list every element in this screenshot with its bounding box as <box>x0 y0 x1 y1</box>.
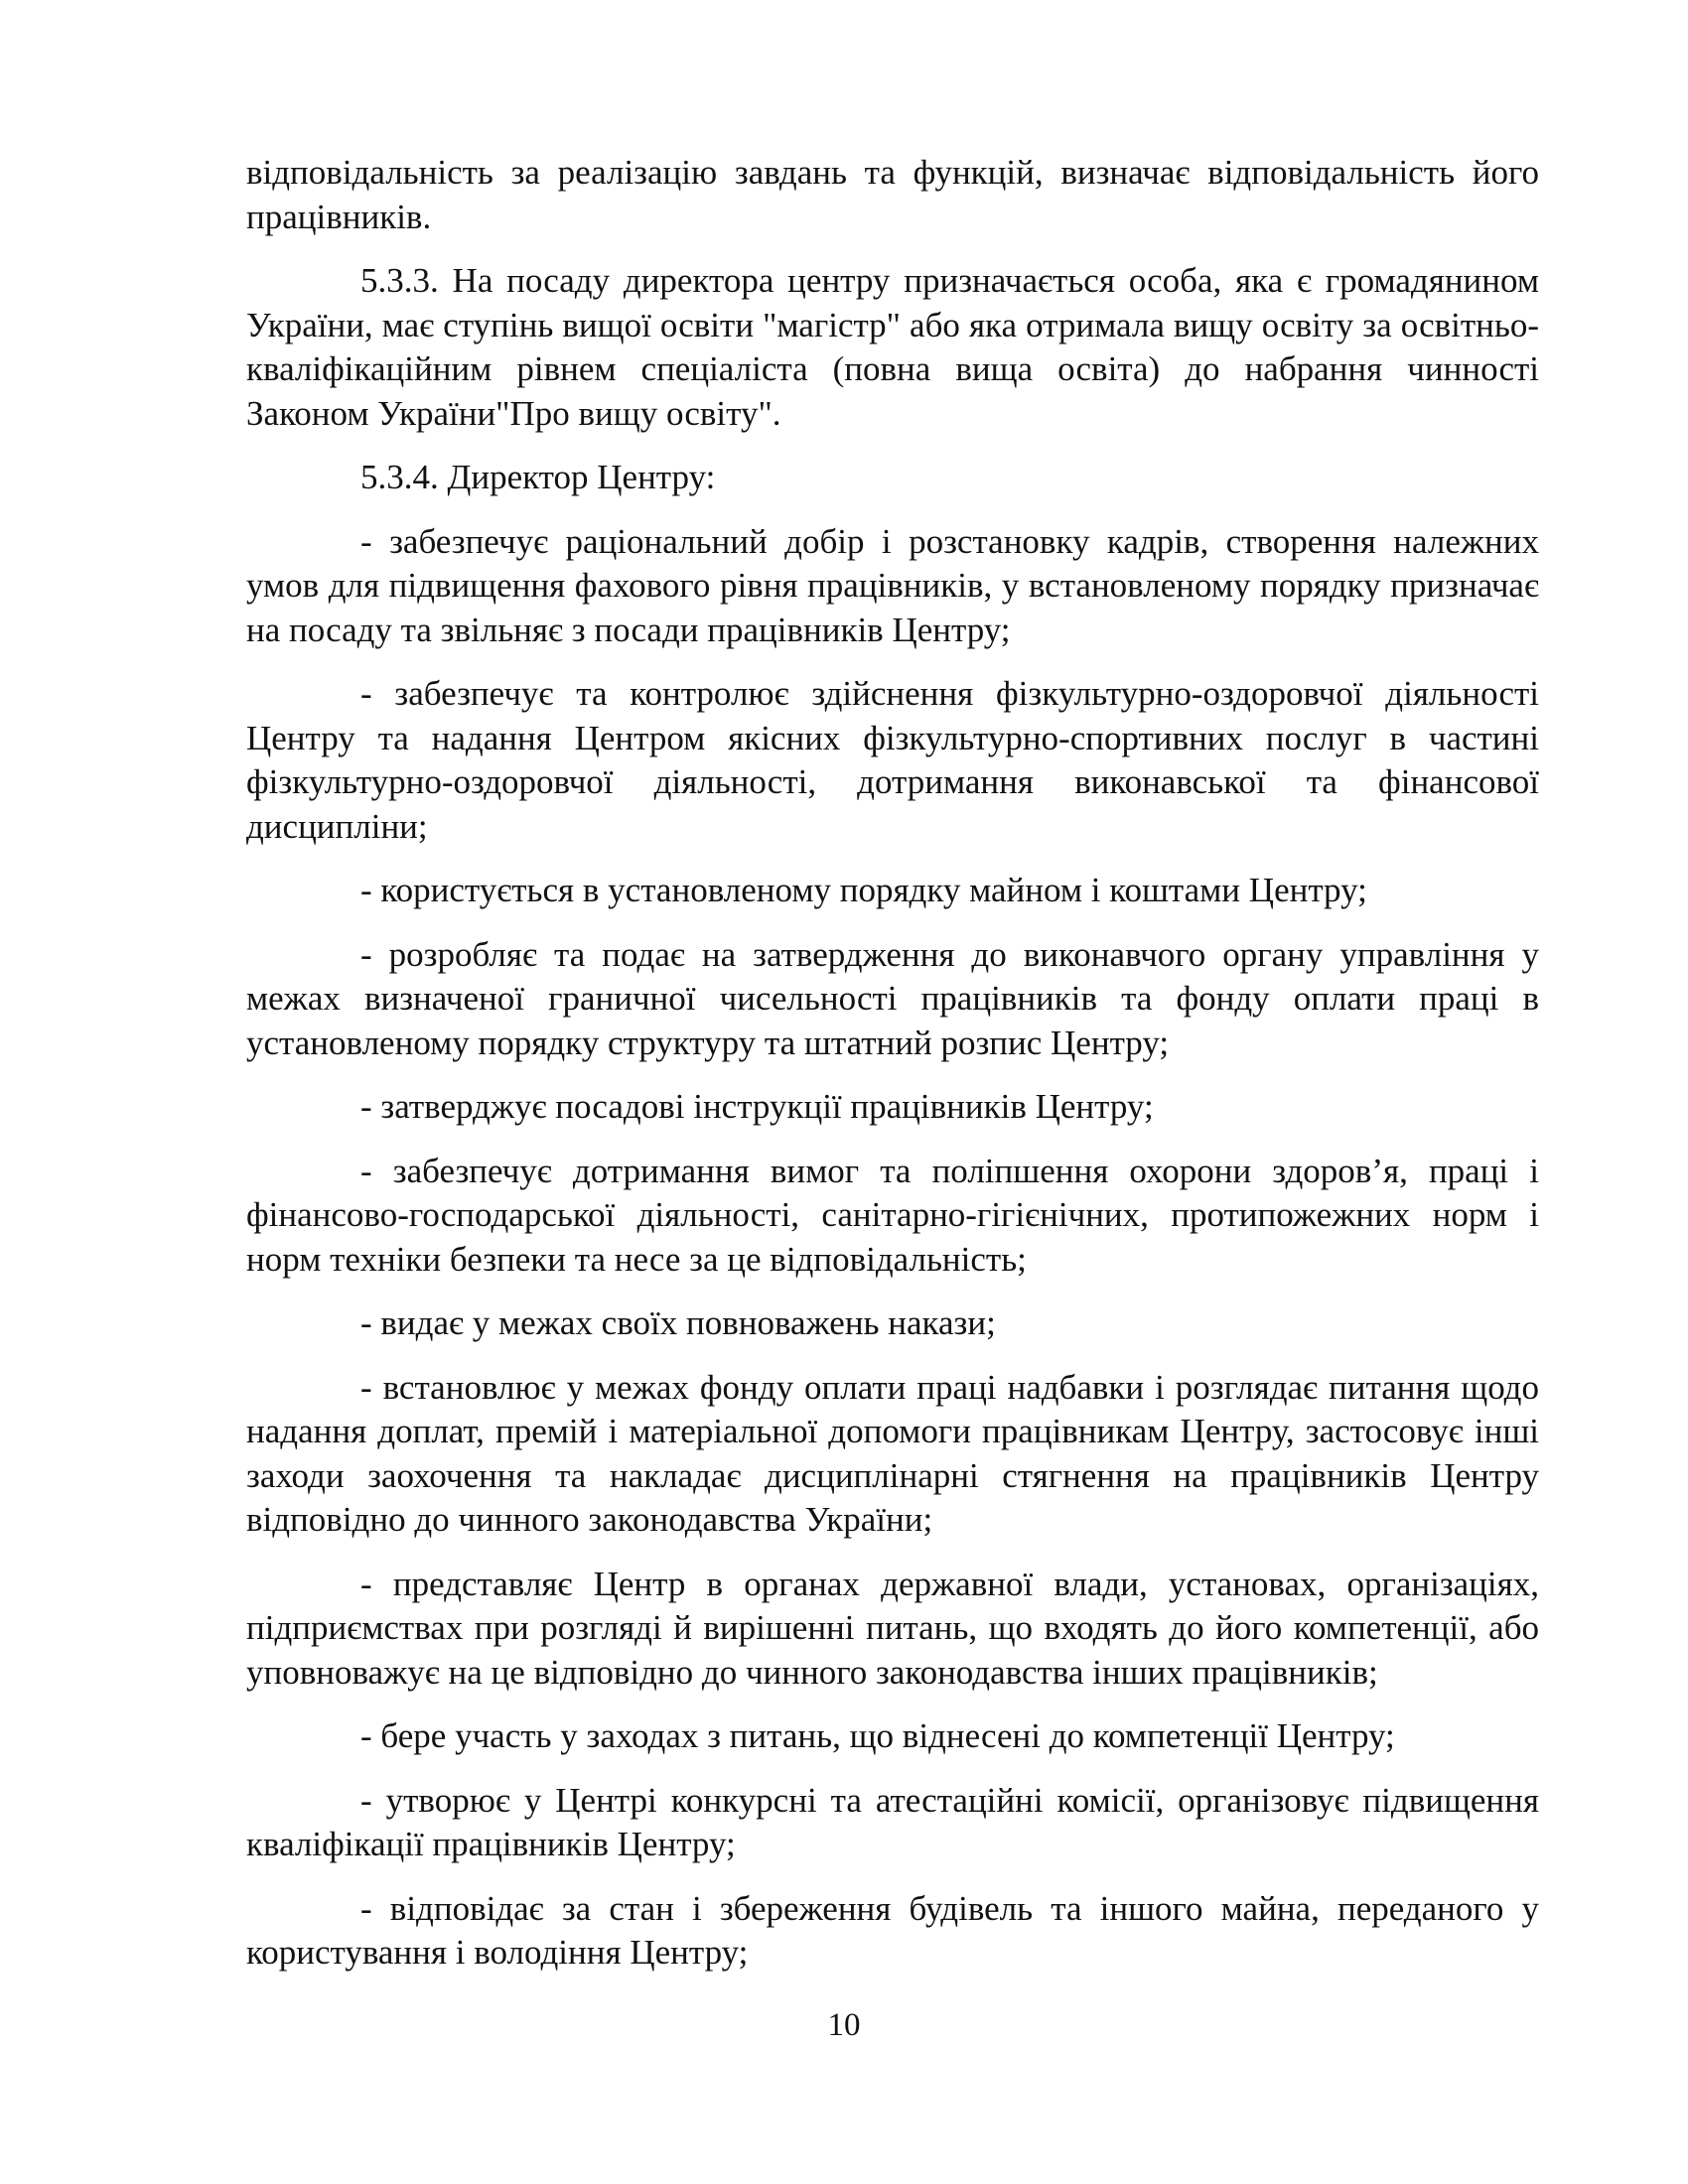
paragraph-5-3-3: 5.3.3. На посаду директора центру призначається особа, яка є громадянином України, має ступінь вищої освіти "магістр" або яка отримала вищу освіту за освітньо-кваліфікаційним рівнем спеціаліста (повна вища освіта) до набрання чинності Законом України"Про вищу освіту". <box>246 261 1539 433</box>
duty-item-representation: - представляє Центр в органах державної влади, установах, організаціях, підприємствах при розгляді й вирішенні питань, що входять до його компетенції, або уповноважує на це відповідно до чинного законодавства інших працівників; <box>246 1564 1539 1692</box>
duty-item-activity-control: - забезпечує та контролює здійснення фізкультурно-оздоровчої діяльності Центру та надання Центром якісних фізкультурно-спортивних послуг в частині фізкультурно-оздоровчої діяльності, дотримання виконавської та фінансової дисципліни; <box>246 674 1539 846</box>
duty-item-participation: - бере участь у заходах з питань, що віднесені до компетенції Центру; <box>360 1716 1395 1755</box>
paragraph-5-3-4-heading: 5.3.4. Директор Центру: <box>360 458 716 496</box>
duty-item-staffing: - забезпечує раціональний добір і розстановку кадрів, створення належних умов для підвищення фахового рівня працівників, у встановленому порядку призначає на посаду та звільняє з посади працівників Центру; <box>246 521 1539 649</box>
page-number: 10 <box>827 2007 861 2043</box>
duty-item-commissions: - утворює у Центрі конкурсні та атестаційні комісії, організовує підвищення кваліфікації працівників Центру; <box>246 1780 1539 1863</box>
duty-item-bonuses: - встановлює у межах фонду оплати праці надбавки і розглядає питання щодо надання доплат, премій і матеріальної допомоги працівникам Центру, застосовує інші заходи заохочення та накладає дисциплінарні стягнення на працівників Центру відповідно до чинного законодавства України; <box>246 1367 1539 1539</box>
duty-item-structure: - розробляє та подає на затвердження до виконавчого органу управління у межах визначеної граничної чисельності працівників та фонду оплати праці в установленому порядку структуру та штатний розпис Центру; <box>246 934 1539 1062</box>
paragraph-continuation: відповідальність за реалізацію завдань та функцій, визначає відповідальність його працівників. <box>246 153 1539 236</box>
duty-item-safety: - забезпечує дотримання вимог та поліпшення охорони здоров’я, праці і фінансово-господарської діяльності, санітарно-гігієнічних, протипожежних норм і норм техніки безпеки та несе за це відповідальність; <box>246 1151 1539 1279</box>
duty-item-buildings: - відповідає за стан і збереження будівель та іншого майна, переданого у користування і володіння Центру; <box>246 1888 1539 1972</box>
duty-item-job-instructions: - затверджує посадові інструкції працівників Центру; <box>360 1087 1154 1126</box>
duty-item-property-funds: - користується в установленому порядку майном і коштами Центру; <box>360 871 1367 909</box>
duty-item-orders: - видає у межах своїх повноважень накази; <box>360 1303 996 1342</box>
document-body <box>246 151 1539 1995</box>
